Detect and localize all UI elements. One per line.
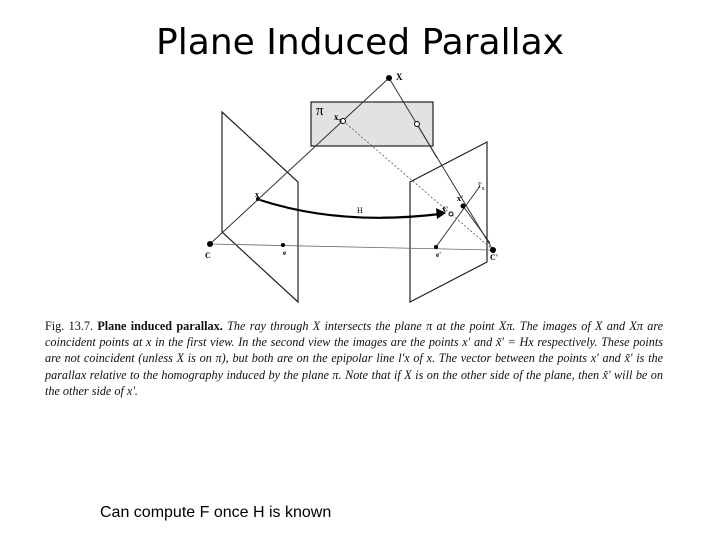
label-e: e [283,249,287,257]
point-e-prime [434,245,438,249]
point-plane-right [415,122,420,127]
slide-title: Plane Induced Parallax [156,22,564,63]
ray-X-to-Cprime [389,78,493,250]
caption-heading: Plane induced parallax. [97,319,223,333]
ray-X-to-C [210,78,389,244]
label-x-tilde-prime: x̃' [442,205,449,214]
point-X [386,75,392,81]
point-x-prime [461,204,466,209]
right-image-plane [410,142,487,302]
point-e [281,243,285,247]
label-x: x [255,190,259,199]
label-C-prime: C' [490,253,498,262]
baseline [210,244,493,250]
epipolar-line-ext [463,206,490,243]
label-C: C [205,251,211,260]
label-l-prime: $l'_x$ [478,181,485,192]
label-X: X [396,72,403,82]
figure-caption [45,318,663,399]
label-x-pi: $x_\pi$ [334,112,342,124]
label-H: H [357,206,363,215]
caption-body: The ray through X intersects the plane π at the point Xπ. The images of X and Xπ are coincident points at x in the first view. In the second view the images are the points x' and x̃' = Hx respectively. These points are not coincident (unless X is on π), but both are on the epipolar line l'x of x. The vector between the points x' and x̃' is the parallax relative to the homography induced by the plane π. Note that if X is on the other side of the plane, then x̃' will be on the other side of x'. [45,319,664,398]
homography-arrow [260,200,440,218]
footer-note: Can compute F once H is known [100,504,332,521]
label-e-prime: e' [436,251,442,259]
label-x-prime: x' [457,194,464,203]
point-C [207,241,213,247]
label-pi: π [316,103,324,119]
point-x-tilde-prime [449,212,453,216]
caption-fig-label: Fig. 13.7. [45,319,93,333]
